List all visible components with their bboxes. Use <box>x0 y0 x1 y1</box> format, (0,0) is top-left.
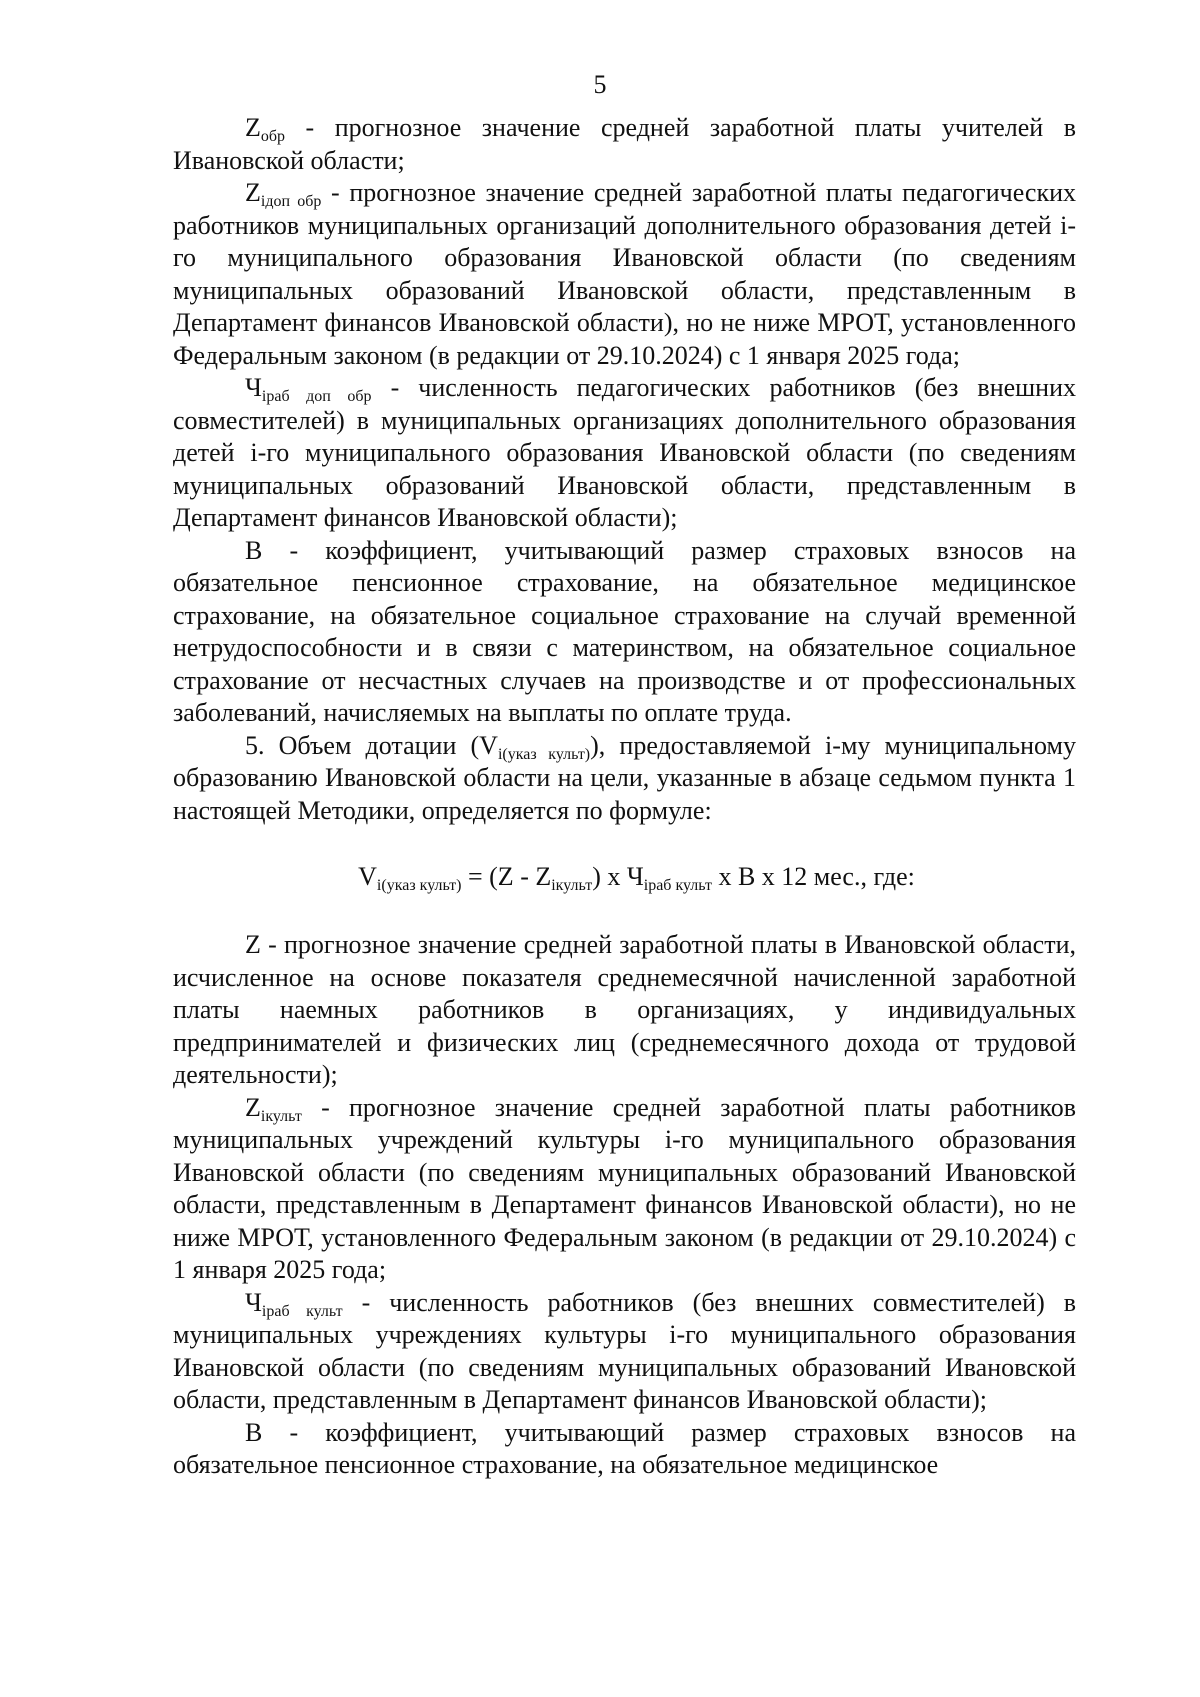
definition-ch-kult <box>173 1287 1076 1417</box>
definition-text: - прогнозное значение средней заработной платы учителей в Ивановской области; <box>173 113 1076 175</box>
definition-text: - численность работников (без внешних совместителей) в муниципальных учреждениях культуры i-го муниципального образования Ивановской области (по сведениям муниципальных образований Ивановской области, представленным в Департамент финансов Ивановской области); <box>173 1287 1076 1414</box>
definition-z-dop-obr <box>173 177 1076 372</box>
formula-v: V <box>358 862 377 891</box>
symbol: Z <box>245 178 261 207</box>
symbol: Ч <box>245 373 262 402</box>
symbol: Z <box>245 1092 261 1122</box>
definition-z: Z - прогнозное значение средней заработной платы в Ивановской области, исчисленное на основе показателя среднемесячной начисленной заработной платы наемных работников в организациях, у индивидуальных предпринимателей и физических лиц (среднемесячного дохода от трудовой деятельности); <box>173 930 1076 1089</box>
definition-b-coefficient-continued: В - коэффициент, учитывающий размер страховых взносов на обязательное пенсионное страхование, на обязательное медицинское <box>173 1417 1076 1479</box>
clause-text-start: 5. Объем дотации (V <box>245 730 498 760</box>
symbol-subscript: iдоп обр <box>260 193 322 210</box>
clause-text-end: ), предоставляемой i-му муниципальному образованию Ивановской области на цели, указанные в абзаце седьмом пункта 1 настоящей Методики, определяется по формуле: <box>173 730 1077 825</box>
symbol-subscript: iраб культ <box>261 1302 343 1320</box>
formula-tail: x В x 12 мес., где: <box>711 862 915 891</box>
definition-ch-dop-obr <box>173 372 1076 535</box>
symbol: Ч <box>245 1287 262 1317</box>
clause-5 <box>173 730 1076 828</box>
definition-z-kult <box>173 1092 1076 1287</box>
document-body <box>173 112 1076 1482</box>
definition-text: - прогнозное значение средней заработной платы работников муниципальных учреждений культуры i-го муниципального образования Ивановской области (по сведениям муниципальных образований Ивановской области, представленным в Департамент финансов Ивановской области), но не ниже МРОТ, установленного Федеральным законом (в редакции от 29.10.2024) с 1 января 2025 года; <box>173 1092 1076 1284</box>
symbol-subscript: iкульт <box>260 1107 302 1125</box>
formula-part: ) x Ч <box>592 862 644 891</box>
formula-v-subscript: i(указ культ) <box>376 877 462 894</box>
definition-z-obr <box>173 112 1076 177</box>
symbol-subscript: iраб доп обр <box>261 388 372 405</box>
formula-ch-subscript: iраб культ <box>643 877 712 894</box>
symbol-subscript: обр <box>260 128 286 145</box>
page-number: 5 <box>593 70 607 99</box>
definition-text: - численность педагогических работников (без внешних совместителей) в муниципальных организациях дополнительного образования детей i-го муниципального образования Ивановской области (по сведениям муниципальных образований Ивановской области, представленным в Департамент финансов Ивановской области); <box>173 373 1077 532</box>
formula <box>173 861 1076 893</box>
symbol: Z <box>245 113 261 142</box>
definition-text: - прогнозное значение средней заработной платы педагогических работников муниципальных организаций дополнительного образования детей i-го муниципального образования Ивановской области (по сведениям муниципальных образований Ивановской области, представленным в Департамент финансов Ивановской области), но не ниже МРОТ, установленного Федеральным законом (в редакции от 29.10.2024) с 1 января 2025 года; <box>173 178 1076 370</box>
formula-part: = (Z - Z <box>461 862 552 891</box>
definition-b-coefficient: В - коэффициент, учитывающий размер страховых взносов на обязательное пенсионное страхование, на обязательное медицинское страхование, на обязательное социальное страхование на случай временной нетрудоспособности и в связи с материнством, на обязательное социальное страхование от несчастных случаев на производстве и от профессиональных заболеваний, начисляемых на выплаты по оплате труда. <box>173 535 1076 727</box>
formula-z-subscript: iкульт <box>551 877 593 894</box>
symbol-subscript: i(указ культ) <box>497 745 591 763</box>
